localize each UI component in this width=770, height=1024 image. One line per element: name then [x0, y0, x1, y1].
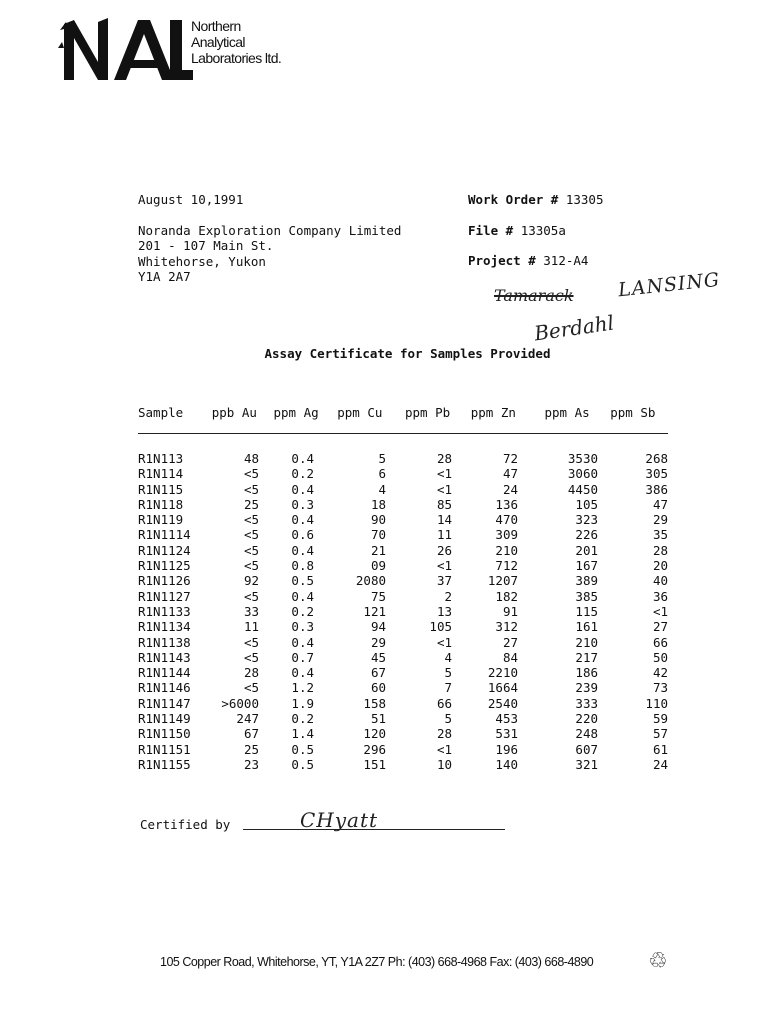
work-order-line — [468, 192, 603, 208]
value-cell: 47 — [502, 466, 518, 482]
table-row — [138, 482, 670, 497]
sample-id-cell: R1N119 — [138, 512, 184, 528]
table-row — [138, 757, 670, 772]
column-header: ppm Zn — [470, 405, 516, 420]
logo-line-3: Laboratories ltd. — [191, 50, 282, 66]
value-cell: 120 — [363, 726, 386, 742]
value-cell: <1 — [436, 481, 452, 497]
value-cell: 7 — [444, 680, 452, 696]
value-cell: 0.2 — [291, 466, 314, 482]
table-row — [138, 742, 670, 757]
value-cell: 47 — [652, 496, 668, 512]
table-row — [138, 711, 670, 726]
value-cell: 36 — [652, 588, 668, 604]
table-header — [138, 405, 670, 421]
value-cell: 0.5 — [291, 741, 314, 757]
value-cell: 24 — [652, 756, 668, 772]
table-row — [138, 543, 670, 558]
value-cell: <5 — [243, 558, 259, 574]
value-cell: 28 — [436, 726, 452, 742]
handwritten-note-lansing: LANSING — [617, 268, 722, 302]
value-cell: 90 — [370, 512, 386, 528]
column-header: ppb Au — [211, 405, 257, 420]
logo-wordmark — [191, 18, 281, 66]
value-cell: 28 — [652, 542, 668, 558]
certificate-title: Assay Certificate for Samples Provided — [264, 346, 551, 361]
project-label: Project # — [468, 253, 536, 268]
value-cell: 24 — [502, 481, 518, 497]
value-cell: 1.4 — [291, 726, 314, 742]
value-cell: 0.2 — [291, 603, 314, 619]
client-name: Noranda Exploration Company Limited — [138, 222, 402, 238]
value-cell: 20 — [652, 558, 668, 574]
value-cell: 531 — [495, 726, 518, 742]
value-cell: 85 — [436, 496, 452, 512]
logo-line-1: Northern — [191, 18, 241, 34]
value-cell: 94 — [370, 619, 386, 635]
value-cell: <1 — [436, 741, 452, 757]
value-cell: 167 — [575, 558, 598, 574]
value-cell: 0.7 — [291, 649, 314, 665]
value-cell: 0.4 — [291, 451, 314, 466]
table-row — [138, 604, 670, 619]
table-row — [138, 619, 670, 634]
sample-id-cell: R1N1127 — [138, 588, 191, 604]
value-cell: 2540 — [487, 695, 518, 711]
value-cell: 0.2 — [291, 711, 314, 727]
value-cell: 333 — [575, 695, 598, 711]
value-cell: 66 — [652, 634, 668, 650]
table-row — [138, 635, 670, 650]
value-cell: 67 — [243, 726, 259, 742]
value-cell: 42 — [652, 665, 668, 681]
value-cell: 09 — [370, 558, 386, 574]
table-row — [138, 589, 670, 604]
value-cell: 201 — [575, 542, 598, 558]
value-cell: 50 — [652, 649, 668, 665]
sample-id-cell: R1N1133 — [138, 603, 191, 619]
value-cell: 27 — [652, 619, 668, 635]
value-cell: 72 — [502, 451, 518, 466]
value-cell: 115 — [575, 603, 598, 619]
sample-id-cell: R1N1150 — [138, 726, 191, 742]
value-cell: 0.4 — [291, 542, 314, 558]
value-cell: 10 — [436, 756, 452, 772]
value-cell: 453 — [495, 711, 518, 727]
value-cell: 45 — [370, 649, 386, 665]
value-cell: 5 — [378, 451, 386, 466]
value-cell: 248 — [575, 726, 598, 742]
value-cell: 70 — [370, 527, 386, 543]
certified-by-label: Certified by — [140, 817, 231, 832]
value-cell: <1 — [652, 603, 668, 619]
value-cell: 161 — [575, 619, 598, 635]
value-cell: 59 — [652, 711, 668, 727]
value-cell: 220 — [575, 711, 598, 727]
value-cell: <1 — [436, 466, 452, 482]
sample-id-cell: R1N1146 — [138, 680, 191, 696]
handwritten-note-berdahl: Berdahl — [532, 310, 616, 346]
value-cell: 196 — [495, 741, 518, 757]
value-cell: 0.4 — [291, 588, 314, 604]
value-cell: 48 — [243, 451, 259, 466]
column-header: ppm Pb — [405, 405, 451, 420]
table-row — [138, 527, 670, 542]
value-cell: <5 — [243, 542, 259, 558]
value-cell: 210 — [575, 634, 598, 650]
sample-id-cell: R1N1138 — [138, 634, 191, 650]
value-cell: 1.9 — [291, 695, 314, 711]
value-cell: 60 — [370, 680, 386, 696]
table-row — [138, 466, 670, 481]
value-cell: 386 — [645, 481, 668, 497]
file-label: File # — [468, 222, 514, 238]
header-rule — [138, 433, 668, 434]
client-address-block — [138, 192, 401, 285]
sample-id-cell: R1N113 — [138, 451, 184, 466]
sample-id-cell: R1N115 — [138, 481, 184, 497]
column-header: ppm Cu — [337, 405, 383, 420]
value-cell: 1664 — [487, 680, 518, 696]
table-row — [138, 680, 670, 695]
value-cell: 4 — [444, 649, 452, 665]
value-cell: 1207 — [487, 573, 518, 589]
value-cell: 389 — [575, 573, 598, 589]
assay-table — [138, 405, 670, 772]
value-cell: <5 — [243, 649, 259, 665]
value-cell: 0.5 — [291, 756, 314, 772]
value-cell: 3060 — [567, 466, 598, 482]
sample-id-cell: R1N1151 — [138, 741, 191, 757]
sample-id-cell: R1N118 — [138, 496, 184, 512]
table-row — [138, 650, 670, 665]
value-cell: >6000 — [221, 695, 259, 711]
column-header: ppm As — [544, 405, 590, 420]
value-cell: 470 — [495, 512, 518, 528]
column-header: Sample — [138, 405, 184, 420]
file-line — [468, 223, 603, 239]
value-cell: 51 — [370, 711, 386, 727]
value-cell: 25 — [243, 496, 259, 512]
table-row — [138, 696, 670, 711]
value-cell: 33 — [243, 603, 259, 619]
column-header: ppm Sb — [610, 405, 656, 420]
value-cell: 37 — [436, 573, 452, 589]
value-cell: 607 — [575, 741, 598, 757]
file-number: 13305a — [520, 222, 566, 238]
value-cell: 14 — [436, 512, 452, 528]
column-header: ppm Ag — [273, 405, 319, 420]
value-cell: 29 — [370, 634, 386, 650]
value-cell: 21 — [370, 542, 386, 558]
value-cell: 0.3 — [291, 619, 314, 635]
sample-id-cell: R1N1134 — [138, 619, 191, 635]
value-cell: 4450 — [567, 481, 598, 497]
value-cell: 2 — [444, 588, 452, 604]
value-cell: 5 — [444, 711, 452, 727]
company-logo — [58, 14, 298, 86]
table-row — [138, 497, 670, 512]
value-cell: 5 — [444, 665, 452, 681]
value-cell: 151 — [363, 756, 386, 772]
value-cell: <5 — [243, 527, 259, 543]
value-cell: 67 — [370, 665, 386, 681]
value-cell: 13 — [436, 603, 452, 619]
table-row — [138, 558, 670, 573]
sample-id-cell: R1N1149 — [138, 711, 191, 727]
sample-id-cell: R1N1143 — [138, 649, 191, 665]
nal-logo-mark — [58, 14, 193, 82]
sample-id-cell: R1N1125 — [138, 558, 191, 574]
value-cell: 0.6 — [291, 527, 314, 543]
client-address-line-1: 201 - 107 Main St. — [138, 238, 274, 253]
value-cell: <1 — [436, 634, 452, 650]
value-cell: 226 — [575, 527, 598, 543]
value-cell: 140 — [495, 756, 518, 772]
sample-id-cell: R1N1126 — [138, 573, 191, 589]
order-info-block — [468, 192, 603, 269]
work-order-label: Work Order # — [468, 192, 559, 207]
recycle-icon: ♲ — [648, 949, 668, 974]
value-cell: 2210 — [487, 665, 518, 681]
value-cell: 75 — [370, 588, 386, 604]
table-row — [138, 573, 670, 588]
value-cell: <5 — [243, 466, 259, 482]
value-cell: 182 — [495, 588, 518, 604]
signature: CHyatt — [300, 808, 379, 832]
value-cell: 28 — [436, 451, 452, 466]
signature-line — [243, 829, 505, 830]
value-cell: 0.5 — [291, 573, 314, 589]
value-cell: 25 — [243, 741, 259, 757]
value-cell: 61 — [652, 741, 668, 757]
value-cell: 312 — [495, 619, 518, 635]
value-cell: 40 — [652, 573, 668, 589]
value-cell: 6 — [378, 466, 386, 482]
value-cell: <5 — [243, 634, 259, 650]
value-cell: 3530 — [567, 451, 598, 466]
work-order-number: 13305 — [565, 192, 604, 207]
table-row — [138, 665, 670, 680]
value-cell: 4 — [378, 481, 386, 497]
value-cell: 23 — [243, 756, 259, 772]
client-address-line-2: Whitehorse, Yukon — [138, 253, 266, 269]
value-cell: 35 — [652, 527, 668, 543]
sample-id-cell: R1N1147 — [138, 695, 191, 711]
value-cell: 0.4 — [291, 634, 314, 650]
value-cell: <5 — [243, 680, 259, 696]
sample-id-cell: R1N1114 — [138, 527, 191, 543]
value-cell: 105 — [575, 496, 598, 512]
value-cell: 296 — [363, 741, 386, 757]
value-cell: 18 — [370, 496, 386, 512]
value-cell: 0.8 — [291, 558, 314, 574]
value-cell: 323 — [575, 512, 598, 528]
value-cell: 92 — [243, 573, 259, 589]
value-cell: 305 — [645, 466, 668, 482]
value-cell: 91 — [502, 603, 518, 619]
value-cell: 268 — [645, 451, 668, 466]
value-cell: 29 — [652, 512, 668, 528]
value-cell: <5 — [243, 512, 259, 528]
value-cell: 0.3 — [291, 496, 314, 512]
client-postal-code: Y1A 2A7 — [138, 269, 191, 284]
table-body — [138, 451, 670, 772]
value-cell: 2080 — [355, 573, 386, 589]
crossed-out-note: Tamarack — [494, 286, 574, 305]
value-cell: 73 — [652, 680, 668, 696]
sample-id-cell: R1N1124 — [138, 542, 191, 558]
value-cell: 321 — [575, 756, 598, 772]
value-cell: 217 — [575, 649, 598, 665]
table-row — [138, 726, 670, 741]
value-cell: 309 — [495, 527, 518, 543]
value-cell: 11 — [436, 527, 452, 543]
value-cell: 84 — [502, 649, 518, 665]
value-cell: <1 — [436, 558, 452, 574]
sample-id-cell: R1N1144 — [138, 665, 191, 681]
value-cell: 11 — [243, 619, 259, 635]
value-cell: 210 — [495, 542, 518, 558]
value-cell: <5 — [243, 588, 259, 604]
value-cell: 0.4 — [291, 481, 314, 497]
value-cell: 239 — [575, 680, 598, 696]
value-cell: 57 — [652, 726, 668, 742]
value-cell: 186 — [575, 665, 598, 681]
logo-line-2: Analytical — [191, 34, 245, 50]
project-line — [468, 253, 603, 269]
value-cell: 105 — [429, 619, 452, 635]
project-number: 312-A4 — [543, 253, 589, 268]
value-cell: <5 — [243, 481, 259, 497]
sample-id-cell: R1N114 — [138, 466, 184, 482]
value-cell: 712 — [495, 558, 518, 574]
value-cell: 136 — [495, 496, 518, 512]
sample-id-cell: R1N1155 — [138, 756, 191, 772]
value-cell: 0.4 — [291, 665, 314, 681]
table-row — [138, 512, 670, 527]
value-cell: 0.4 — [291, 512, 314, 528]
value-cell: 1.2 — [291, 680, 314, 696]
value-cell: 110 — [645, 695, 668, 711]
value-cell: 247 — [236, 711, 259, 727]
table-row — [138, 451, 670, 466]
value-cell: 158 — [363, 695, 386, 711]
value-cell: 26 — [436, 542, 452, 558]
value-cell: 66 — [436, 695, 452, 711]
value-cell: 27 — [502, 634, 518, 650]
value-cell: 121 — [363, 603, 386, 619]
value-cell: 28 — [243, 665, 259, 681]
footer-contact: 105 Copper Road, Whitehorse, YT, Y1A 2Z7 Ph: (403) 668-4968 Fax: (403) 668-4890 — [160, 955, 594, 969]
report-date: August 10,1991 — [138, 192, 244, 207]
value-cell: 385 — [575, 588, 598, 604]
